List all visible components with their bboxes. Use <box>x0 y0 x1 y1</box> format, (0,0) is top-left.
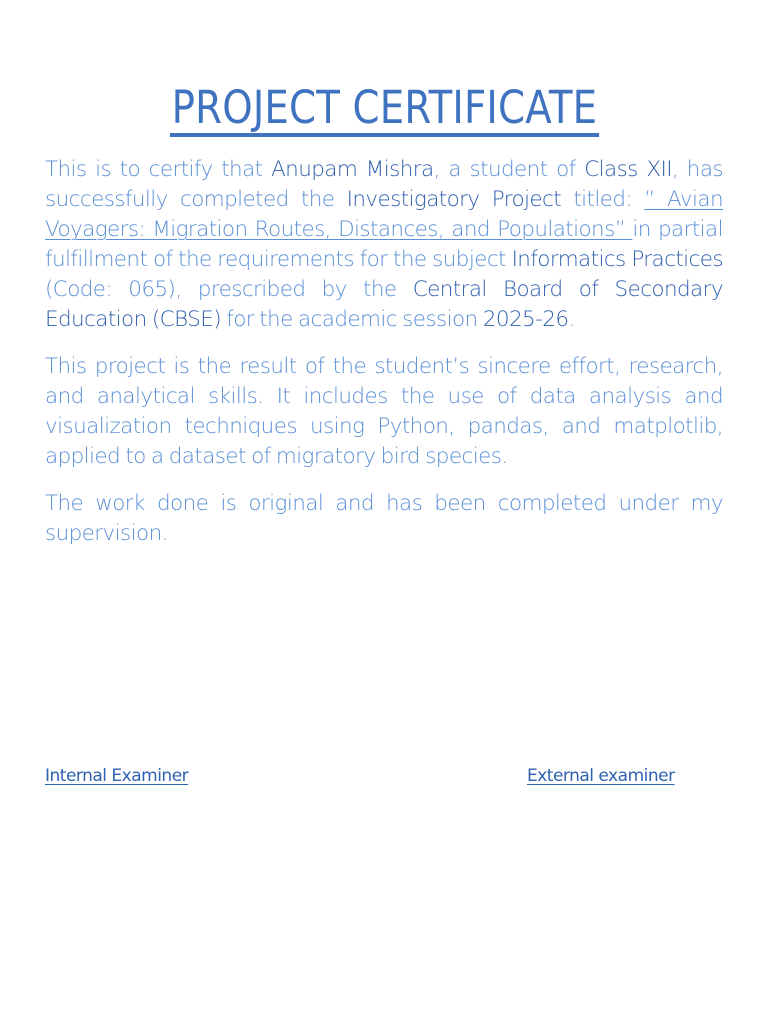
p1-text-4: titled: <box>561 187 645 212</box>
certificate-paragraph-3: The work done is original and has been completed under my supervision. <box>45 491 723 546</box>
p1-text-6: (Code: 065), prescribed by the <box>45 277 413 302</box>
p1-text-8: . <box>568 307 575 332</box>
internal-examiner-signature: Internal Examiner <box>45 766 189 786</box>
p1-text-3: , has successfully completed the <box>45 157 724 212</box>
external-examiner-signature: External examiner <box>527 766 675 786</box>
page-title <box>0 80 768 137</box>
certificate-body <box>45 155 723 566</box>
academic-session: 2025-26 <box>482 307 569 332</box>
certificate-paragraph-1 <box>45 155 723 335</box>
board-name: Central Board of Secondary Education (CBSE) <box>45 277 723 332</box>
page-title-text: PROJECT CERTIFICATE <box>169 83 598 137</box>
project-type: Investigatory Project <box>346 187 562 212</box>
p1-text-1: This is to certify that <box>45 157 272 182</box>
p1-text-5: in partial fulfillment of the requirements for the subject <box>45 217 723 272</box>
student-class: Class XII <box>584 157 672 182</box>
subject-name: Informatics Practices <box>511 247 723 272</box>
p1-text-7: for the academic session <box>221 307 483 332</box>
project-title: ” Avian Voyagers: Migration Routes, Distances, and Populations” <box>45 187 723 242</box>
p1-text-2: , a student of <box>433 157 585 182</box>
certificate-paragraph-2: This project is the result of the student’s sincere effort, research, and analytical skills. It includes the use of data analysis and visualization techniques using Python, pandas, and matplotlib, applied to a dataset of migratory bird species. <box>45 354 723 469</box>
student-name: Anupam Mishra <box>271 157 434 182</box>
